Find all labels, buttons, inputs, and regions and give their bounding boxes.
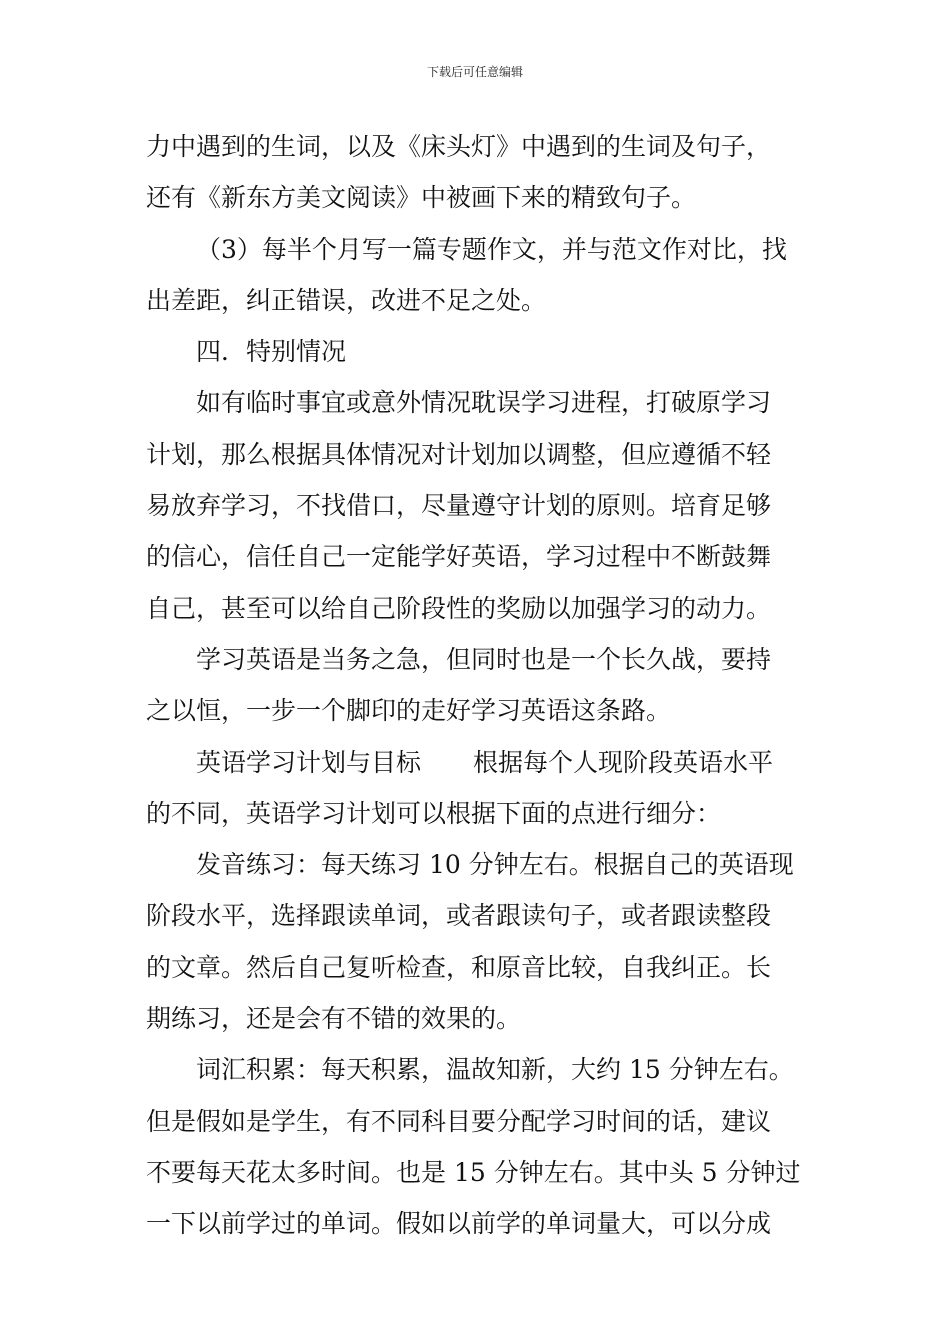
heading-title: 英语学习计划与目标 (196, 747, 422, 777)
text-line: 发音练习：每天练习 10 分钟左右。根据自己的英语现 (196, 850, 794, 880)
page-header: 下载后可任意编辑 (426, 65, 523, 79)
text-line: （3）每半个月写一篇专题作文，并与范文作对比，找 (196, 234, 787, 264)
section-heading: 四．特别情况 (196, 337, 347, 367)
text-line: 之以恒，一步一个脚印的走好学习英语这条路。 (146, 696, 672, 726)
text-line: 还有《新东方美文阅读》中被画下来的精致句子。 (146, 183, 697, 213)
heading-line (146, 737, 810, 788)
text-line: 不要每天花太多时间。也是 15 分钟左右。其中头 5 分钟过 (146, 1157, 801, 1187)
text-line: 自己，甚至可以给自己阶段性的奖励以加强学习的动力。 (146, 593, 772, 623)
text-line: 但是假如是学生，有不同科目要分配学习时间的话，建议 (146, 1106, 772, 1136)
text-line: 词汇积累：每天积累，温故知新，大约 15 分钟左右。 (196, 1055, 794, 1085)
heading-rest: 根据每个人现阶段英语水平 (473, 747, 774, 777)
text-line: 如有临时事宜或意外情况耽误学习进程，打破原学习 (196, 388, 772, 418)
text-line: 力中遇到的生词，以及《床头灯》中遇到的生词及句子， (146, 132, 772, 161)
text-line: 计划，那么根据具体情况对计划加以调整，但应遵循不轻 (146, 439, 772, 469)
text-line: 阶段水平，选择跟读单词，或者跟读句子，或者跟读整段 (146, 901, 772, 931)
text-line: 易放弃学习，不找借口，尽量遵守计划的原则。培育足够 (146, 491, 772, 521)
text-line: 的不同，英语学习计划可以根据下面的点进行细分： (146, 798, 722, 828)
text-line: 出差距，纠正错误，改进不足之处。 (146, 285, 547, 315)
text-line: 的文章。然后自己复听检查，和原音比较，自我纠正。长 (146, 952, 772, 982)
text-line: 一下以前学过的单词。假如以前学的单词量大，可以分成 (146, 1209, 772, 1239)
text-line: 学习英语是当务之急，但同时也是一个长久战，要持 (196, 644, 772, 674)
text-line: 的信心，信任自己一定能学好英语，学习过程中不断鼓舞 (146, 542, 772, 572)
document-body (146, 121, 810, 1250)
text-line: 期练习，还是会有不错的效果的。 (146, 1004, 522, 1034)
